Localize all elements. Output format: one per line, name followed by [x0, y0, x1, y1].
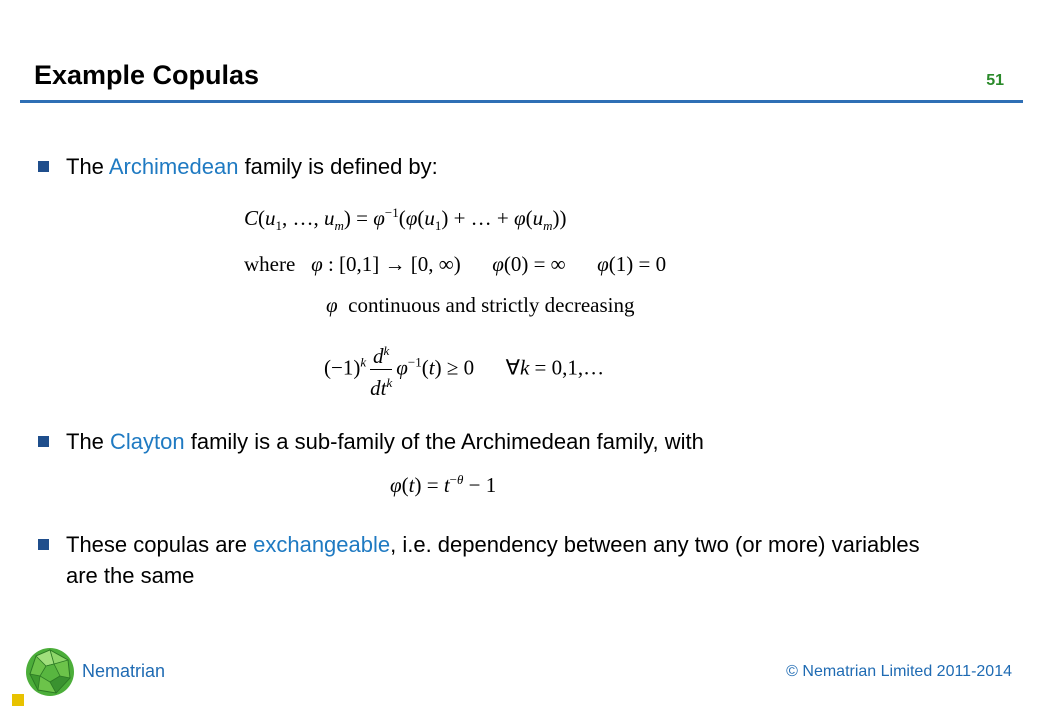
bullet-square-icon: [38, 436, 49, 447]
where-label: where: [244, 252, 296, 276]
continuity-text: continuous and strictly decreasing: [348, 293, 635, 317]
nematrian-logo-icon: [24, 646, 76, 698]
corner-square-icon: [12, 694, 24, 706]
formula-copula-definition: $C(u_1$, …, $u_m) = \varphi^{-1}(\varphi(u_1)$ + … + $\varphi(u_m)$): [244, 205, 567, 234]
footer-brand: Nematrian: [82, 661, 166, 681]
footer-copyright: © Nematrian Limited 2011-2014: [786, 663, 1012, 680]
bullet-clayton: [38, 426, 704, 457]
slide-number: 51: [986, 72, 1004, 89]
bullet-text: The Archimedean family is defined by:: [66, 154, 438, 179]
formula-complete-monotonicity: $(-1)^k$ $\frac{d^k}{dt^k}$ $\varphi^{-1}(t) \ge 0$ ∀k = 0,1,…: [324, 338, 604, 401]
bullet-square-icon: [38, 539, 49, 550]
bullet-text: The Clayton family is a sub-family of the Archimedean family, with: [66, 429, 704, 454]
slide-title: Example Copulas: [34, 60, 260, 90]
formula-continuity: φ continuous and strictly decreasing: [326, 293, 635, 317]
formula-generator-conditions: where φ : [0,1] → [0, ∞) φ(0) = ∞ φ(1) = 0: [244, 252, 667, 276]
bullet-exchangeable: [38, 529, 938, 591]
bullet-text: These copulas are exchangeable, i.e. dependency between any two (or more) variables are the same: [66, 532, 920, 588]
formula-clayton-generator: $\varphi(t) = t^{-\theta} - 1$: [390, 472, 497, 497]
bullet-archimedean: [38, 151, 438, 182]
bullet-square-icon: [38, 161, 49, 172]
title-rule: [20, 100, 1023, 103]
